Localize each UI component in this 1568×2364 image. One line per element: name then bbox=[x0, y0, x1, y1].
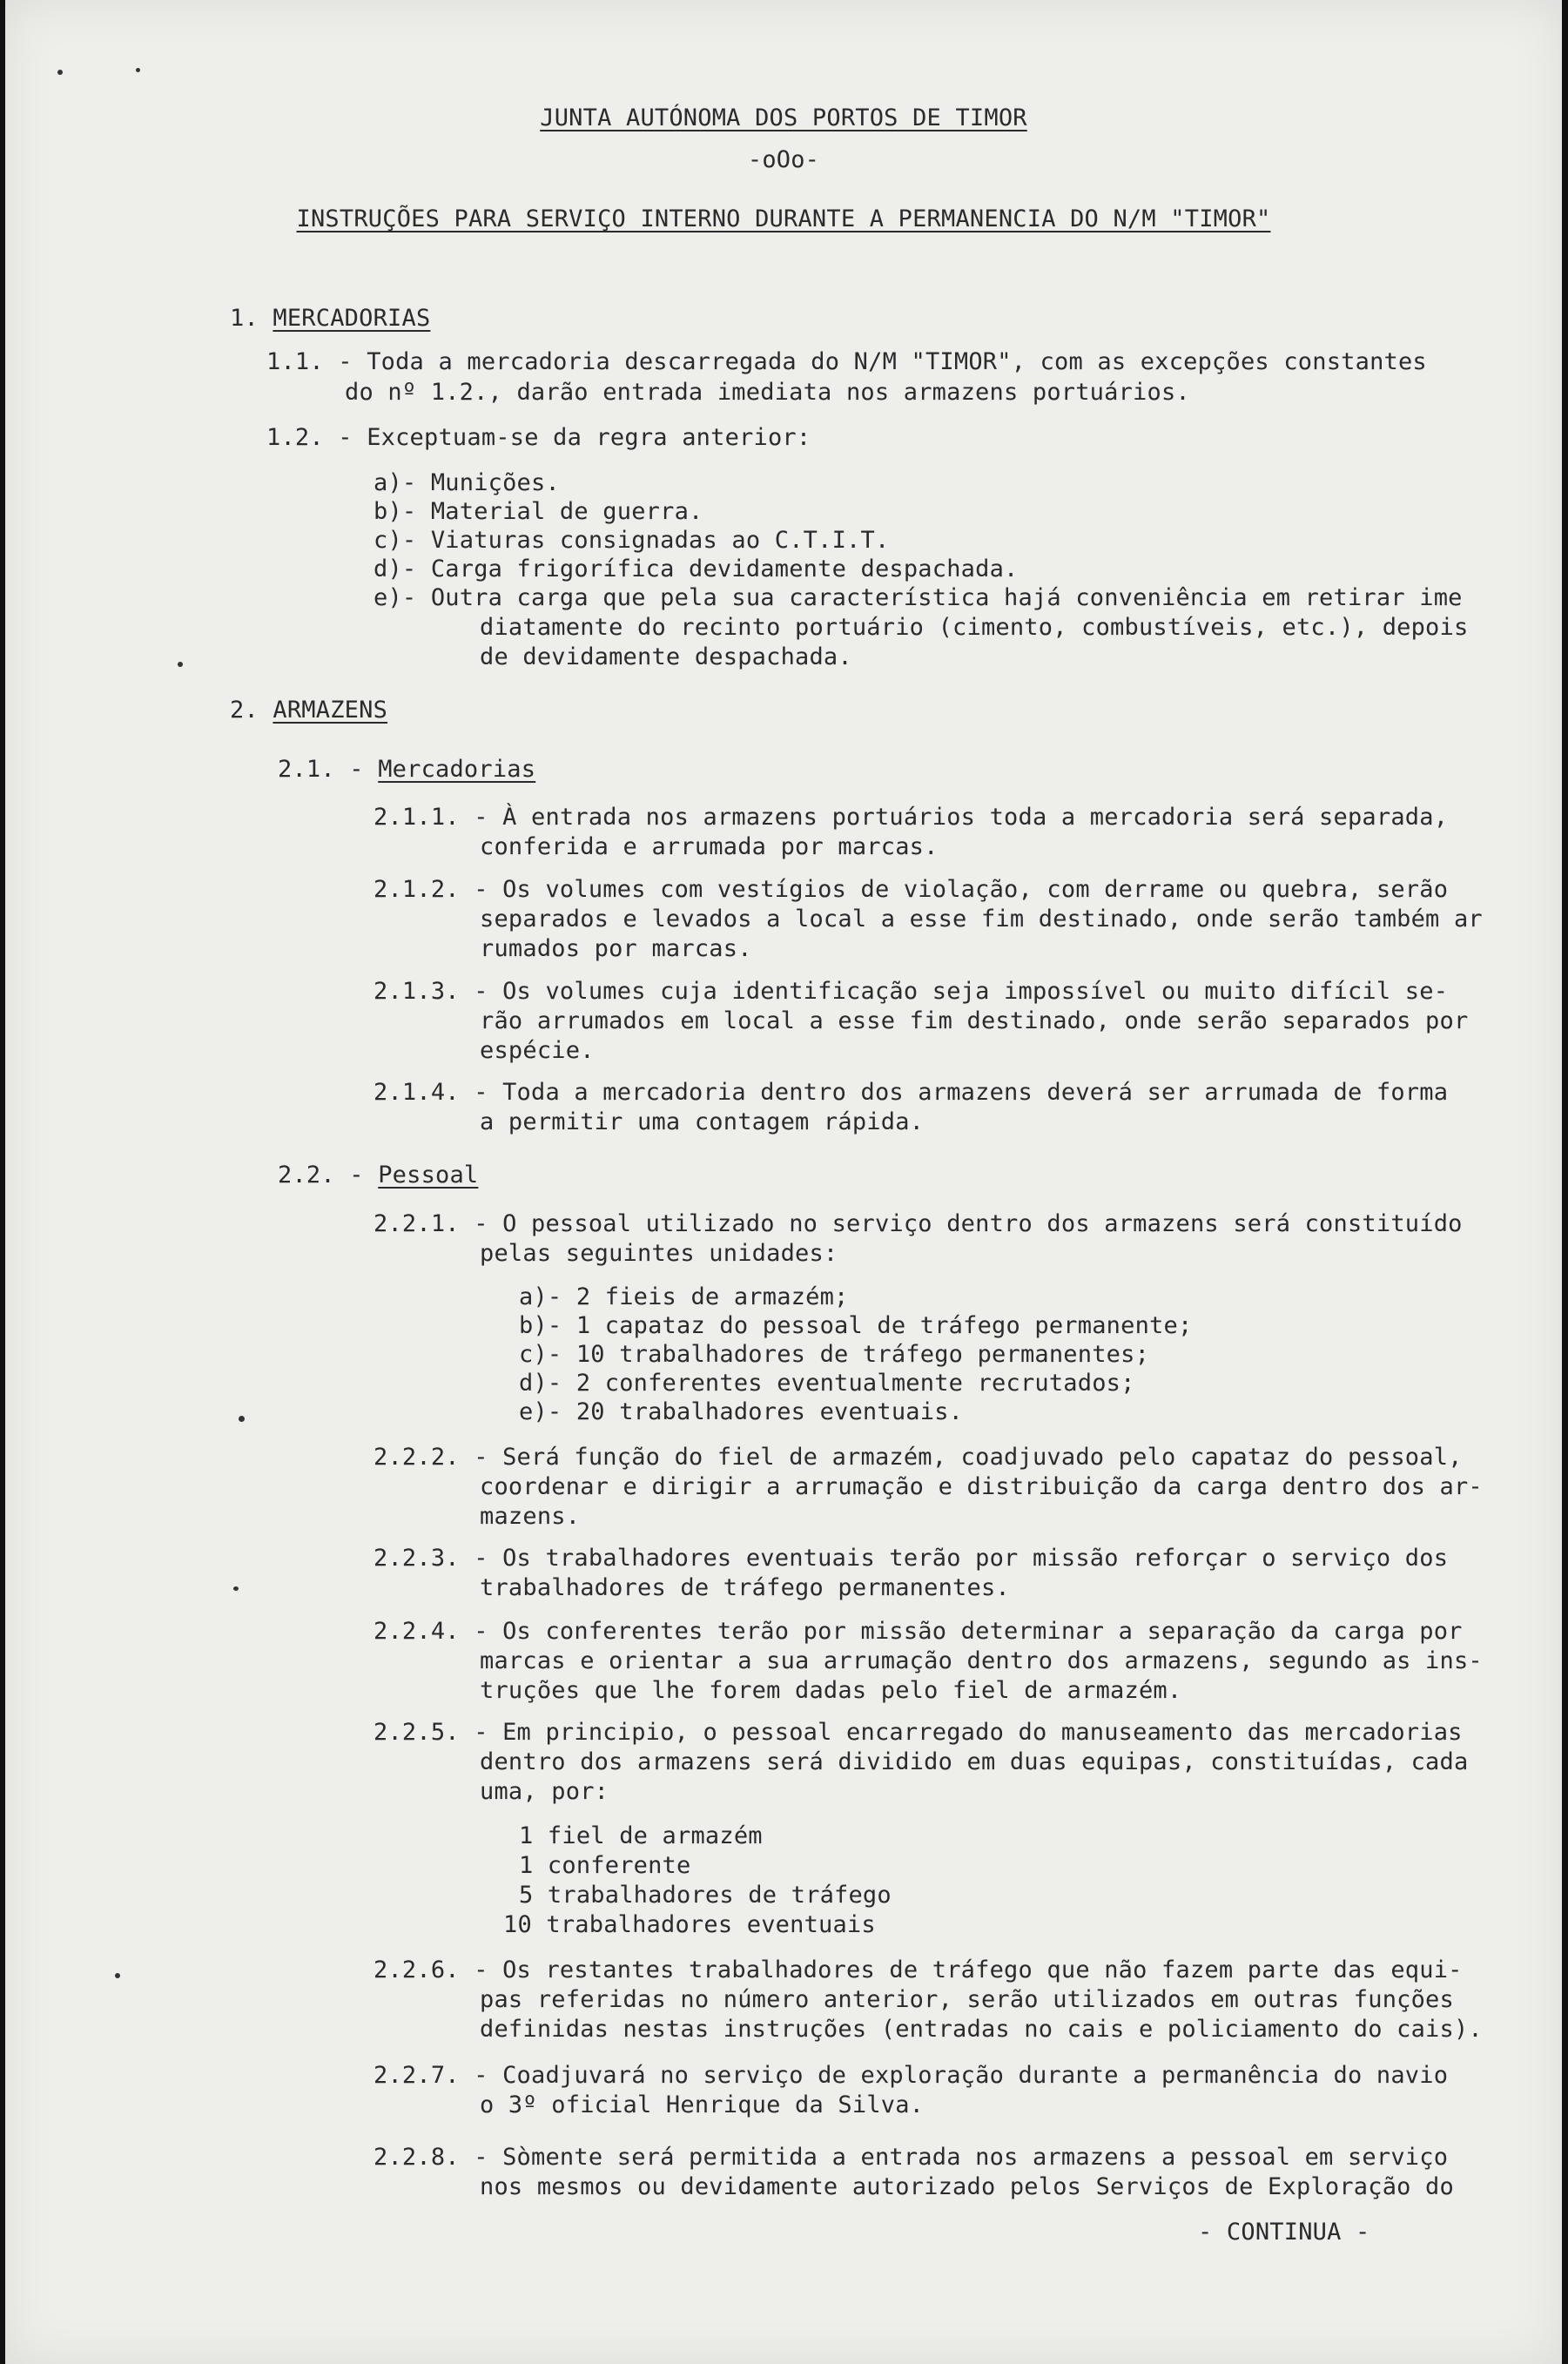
paragraph-2-2-6-line: pas referidas no número anterior, serão utilizados em outras funções bbox=[480, 1986, 1454, 2013]
scan-speck bbox=[136, 68, 140, 72]
list-item: e)- Outra carga que pela sua característica hajá conveniência em retirar ime bbox=[373, 584, 1463, 611]
subsection-2-1-heading bbox=[278, 754, 535, 785]
paragraph-2-2-1-line: pelas seguintes unidades: bbox=[480, 1240, 838, 1267]
continua-footer: - CONTINUA - bbox=[1198, 2219, 1370, 2246]
section-2-heading bbox=[230, 695, 387, 725]
subsection-title: Pessoal bbox=[378, 1162, 479, 1189]
scan-speck bbox=[57, 70, 63, 75]
list-item: 1 fiel de armazém bbox=[519, 1822, 763, 1849]
paragraph-2-1-1-line: 2.1.1. - À entrada nos armazens portuários toda a mercadoria será separada, bbox=[373, 804, 1449, 831]
paragraph-2-2-7-line: 2.2.7. - Coadjuvará no serviço de exploração durante a permanência do navio bbox=[373, 2062, 1449, 2089]
paragraph-2-1-2-line: separados e levados a local a esse fim destinado, onde serão também ar bbox=[480, 906, 1483, 933]
list-item: a)- 2 fieis de armazém; bbox=[519, 1283, 849, 1310]
list-item: 10 trabalhadores eventuais bbox=[503, 1911, 876, 1938]
paragraph-2-2-3-line: 2.2.3. - Os trabalhadores eventuais terão por missão reforçar o serviço dos bbox=[373, 1545, 1449, 1572]
subsection-2-2-heading bbox=[278, 1160, 478, 1190]
list-item: c)- Viaturas consignadas ao C.T.I.T. bbox=[373, 527, 890, 554]
list-item-continuation: diatamente do recinto portuário (cimento, combustíveis, etc.), depois bbox=[480, 614, 1469, 641]
paragraph-2-2-3-line: trabalhadores de tráfego permanentes. bbox=[480, 1574, 1010, 1601]
list-item: 5 trabalhadores de tráfego bbox=[519, 1882, 892, 1909]
scan-speck bbox=[115, 1973, 120, 1978]
paragraph-2-2-1-line: 2.2.1. - O pessoal utilizado no serviço dentro dos armazens será constituído bbox=[373, 1210, 1463, 1237]
paragraph-2-1-2-line: rumados por marcas. bbox=[480, 935, 752, 962]
document-title: JUNTA AUTÓNOMA DOS PORTOS DE TIMOR bbox=[540, 104, 1027, 131]
list-item: d)- 2 conferentes eventualmente recrutados; bbox=[519, 1370, 1135, 1397]
paragraph-2-2-7-line: o 3º oficial Henrique da Silva. bbox=[480, 2091, 925, 2118]
list-item: c)- 10 trabalhadores de tráfego permanentes; bbox=[519, 1341, 1150, 1368]
paragraph-2-2-4-line: 2.2.4. - Os conferentes terão por missão determinar a separação da carga por bbox=[373, 1618, 1463, 1645]
scan-speck bbox=[239, 1416, 245, 1422]
paragraph-2-1-3-line: rão arrumados em local a esse fim destinado, onde serão separados por bbox=[480, 1007, 1469, 1034]
title-separator: -oOo- bbox=[747, 146, 820, 173]
subsection-number: 2.1. - bbox=[278, 756, 364, 783]
paragraph-2-1-4-line: 2.1.4. - Toda a mercadoria dentro dos armazens deverá ser arrumada de forma bbox=[373, 1079, 1449, 1106]
paragraph-2-2-2-line: mazens. bbox=[480, 1503, 581, 1530]
document-page bbox=[5, 0, 1562, 2364]
paragraph-2-2-2-line: 2.2.2. - Será função do fiel de armazém, coadjuvado pelo capataz do pessoal, bbox=[373, 1444, 1463, 1471]
paragraph-2-2-8-line: nos mesmos ou devidamente autorizado pelos Serviços de Exploração do bbox=[480, 2173, 1454, 2200]
paragraph-2-1-1-line: conferida e arrumada por marcas. bbox=[480, 833, 939, 860]
list-item: b)- 1 capataz do pessoal de tráfego permanente; bbox=[519, 1312, 1193, 1339]
paragraph-2-1-3-line: 2.1.3. - Os volumes cuja identificação seja impossível ou muito difícil se- bbox=[373, 978, 1449, 1005]
paragraph-2-2-6-line: 2.2.6. - Os restantes trabalhadores de tráfego que não fazem parte das equi- bbox=[373, 1957, 1463, 1983]
section-1-heading bbox=[230, 303, 430, 333]
paragraph-2-2-5-line: dentro dos armazens será dividido em duas equipas, constituídas, cada bbox=[480, 1748, 1469, 1775]
paragraph-2-2-6-line: definidas nestas instruções (entradas no cais e policiamento do cais). bbox=[480, 2016, 1483, 2043]
paragraph-2-1-4-line: a permitir uma contagem rápida. bbox=[480, 1108, 925, 1135]
list-item: e)- 20 trabalhadores eventuais. bbox=[519, 1398, 964, 1425]
paragraph-2-2-5-line: 2.2.5. - Em principio, o pessoal encarregado do manuseamento das mercadorias bbox=[373, 1719, 1463, 1746]
scan-speck bbox=[233, 1586, 239, 1591]
paragraph-2-2-4-line: marcas e orientar a sua arrumação dentro dos armazens, segundo as ins- bbox=[480, 1647, 1483, 1674]
list-item-continuation: de devidamente despachada. bbox=[480, 643, 852, 670]
scan-speck bbox=[178, 662, 183, 667]
paragraph-2-1-3-line: espécie. bbox=[480, 1037, 595, 1064]
paragraph-1-1-line: 1.1. - Toda a mercadoria descarregada do N/M "TIMOR", com as excepções constantes bbox=[266, 348, 1427, 375]
paragraph-2-2-8-line: 2.2.8. - Sòmente será permitida a entrada nos armazens a pessoal em serviço bbox=[373, 2144, 1449, 2171]
list-item: 1 conferente bbox=[519, 1852, 691, 1879]
paragraph-2-2-5-line: uma, por: bbox=[480, 1778, 609, 1805]
section-title: MERCADORIAS bbox=[273, 305, 431, 332]
paragraph-2-1-2-line: 2.1.2. - Os volumes com vestígios de violação, com derrame ou quebra, serão bbox=[373, 876, 1449, 903]
list-item: b)- Material de guerra. bbox=[373, 498, 703, 525]
list-item: a)- Munições. bbox=[373, 469, 560, 496]
section-number: 2. bbox=[230, 697, 259, 724]
subsection-number: 2.2. - bbox=[278, 1162, 364, 1189]
section-number: 1. bbox=[230, 305, 259, 332]
subsection-title: Mercadorias bbox=[378, 756, 536, 783]
typed-document bbox=[5, 0, 1562, 2364]
paragraph-1-2: 1.2. - Exceptuam-se da regra anterior: bbox=[266, 424, 811, 451]
paragraph-2-2-2-line: coordenar e dirigir a arrumação e distribuição da carga dentro dos ar- bbox=[480, 1473, 1483, 1500]
paragraph-2-2-4-line: truções que lhe forem dadas pelo fiel de armazém. bbox=[480, 1677, 1182, 1704]
paragraph-1-1-line: do nº 1.2., darão entrada imediata nos armazens portuários. bbox=[345, 379, 1190, 406]
section-title: ARMAZENS bbox=[273, 697, 388, 724]
list-item: d)- Carga frigorífica devidamente despachada. bbox=[373, 556, 1019, 583]
document-subtitle: INSTRUÇÕES PARA SERVIÇO INTERNO DURANTE A PERMANENCIA DO N/M "TIMOR" bbox=[296, 205, 1271, 232]
